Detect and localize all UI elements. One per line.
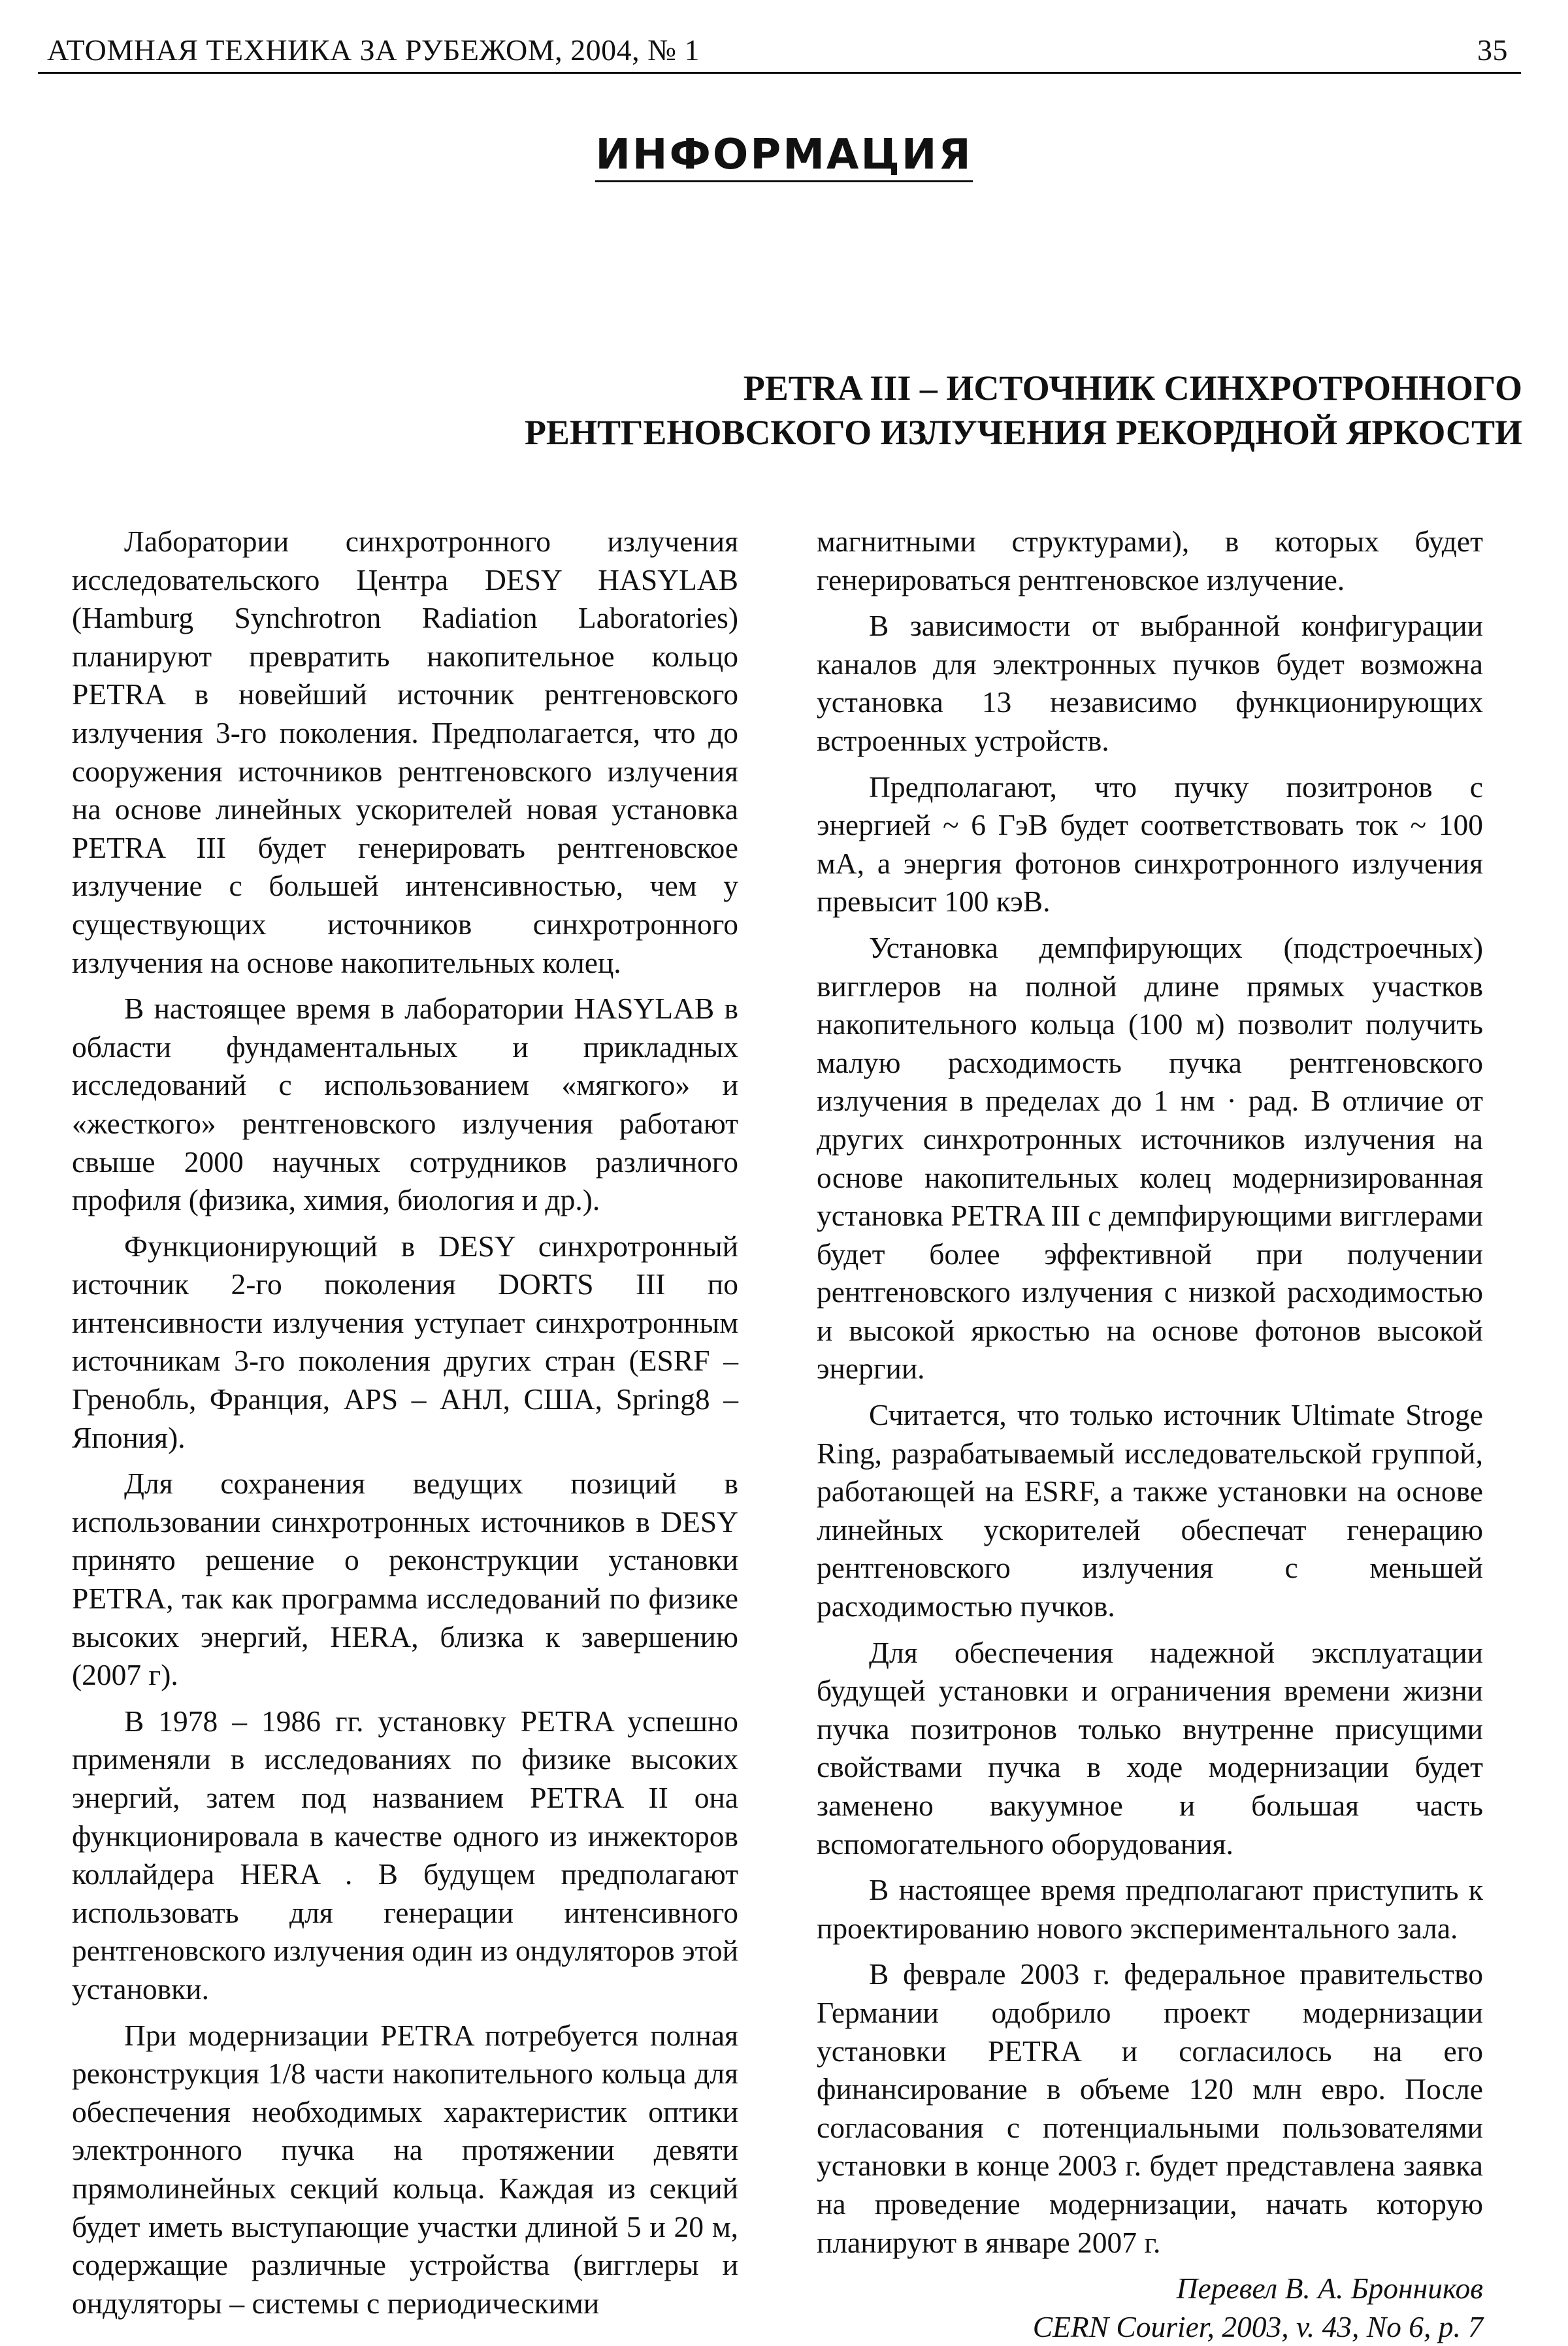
paragraph: В настоящее время в лаборатории HASYLAB в области фундаментальных и прикладных исследований с использованием «мягкого» и «жесткого» рентгеновского излучения работают свыше 2000 научных сотрудников различного профиля (физика, химия, биология и др.). bbox=[72, 992, 738, 1217]
right-column bbox=[817, 523, 1483, 2346]
paragraph: Для сохранения ведущих позиций в использовании синхротронных источников в DESY принято решение о реконструкции установки PETRA, так как программа исследований по физике высоких энергий, HERA, близка к завершению (2007 г). bbox=[72, 1467, 738, 1692]
paragraph: В настоящее время предполагают приступить к проектированию нового экспериментального зала. bbox=[817, 1873, 1483, 1945]
page-number: 35 bbox=[1477, 33, 1508, 67]
translator-credit: Перевел В. А. Бронников bbox=[1176, 2272, 1483, 2305]
article-title-line-1: PETRA III – ИСТОЧНИК СИНХРОТРОННОГО bbox=[743, 368, 1522, 408]
left-column bbox=[72, 523, 738, 2330]
paragraph: Установка демпфирующих (подстроечных) вигглеров на полной длине прямых участков накопительного кольца (100 м) позволит получить малую расходимость пучка рентгеновского излучения в пределах до 1 нм · рад. В отличие от других синхротронных источников излучения на основе накопительных колец модернизированная установка PETRA III с демпфирующими вигглерами будет более эффективной при получении рентгеновского излучения с низкой расходимостью и высокой яркостью на основе фотонов высокой энергии. bbox=[817, 930, 1483, 1386]
paragraph: Предполагают, что пучку позитронов с энергией ~ 6 ГэВ будет соответствовать ток ~ 100 мА, а энергия фотонов синхротронного излучения превысит 100 кэВ. bbox=[817, 770, 1483, 919]
paragraph: Для обеспечения надежной эксплуатации будущей установки и ограничения времени жизни пучка позитронов только внутренне присущими свойствами пучка в ходе модернизации будет заменено вакуумное и большая часть вспомогательного оборудования. bbox=[817, 1635, 1483, 1861]
paragraph: В 1978 – 1986 гг. установку PETRA успешно применяли в исследованиях по физике высоких энергий, затем под названием PETRA II она функционировала в качестве одного из инжекторов коллайдера HERA . В будущем предполагают использовать для генерации интенсивного рентгеновского излучения один из ондуляторов этой установки. bbox=[72, 1704, 738, 2006]
article-body bbox=[72, 523, 1496, 2343]
paragraph: В феврале 2003 г. федеральное правительство Германии одобрило проект модернизации установки PETRA и согласилось на его финансирование в объеме 120 млн евро. После согласования с потенциальными пользователями установки в конце 2003 г. будет представлена заявка на проведение модернизации, начать которую планируют в январе 2007 г. bbox=[817, 1957, 1483, 2259]
paragraph: Лаборатории синхротронного излучения исследовательского Центра DESY HASYLAB (Hamburg Synchrotron Radiation Laboratories) планируют превратить накопительное кольцо PETRA в новейший источник рентгеновского излучения 3-го поколения. Предполагается, что до сооружения источников рентгеновского излучения на основе линейных ускорителей новая установка PETRA III будет генерировать рентгеновское излучение с большей интенсивностью, чем у существующих источников синхротронного излучения на основе накопительных колец. bbox=[72, 525, 738, 979]
article-title-line-2: РЕНТГЕНОВСКОГО ИЗЛУЧЕНИЯ РЕКОРДНОЙ ЯРКОСТИ bbox=[524, 413, 1522, 452]
paragraph: Функционирующий в DESY синхротронный источник 2-го поколения DORTS III по интенсивности излучения уступает синхротронным источникам 3-го поколения других стран (ESRF – Гренобль, Франция, APS – АНЛ, США, Spring8 – Япония). bbox=[72, 1229, 738, 1454]
paragraph: Считается, что только источник Ultimate Stroge Ring, разрабатываемый исследовательской группой, работающей на ESRF, а также установки на основе линейных ускорителей обеспечат генерацию рентгеновского излучения с меньшей расходимостью пучков. bbox=[817, 1398, 1483, 1623]
section-heading bbox=[0, 131, 1568, 182]
source-citation: CERN Courier, 2003, v. 43, No 6, p. 7 bbox=[1032, 2309, 1483, 2343]
running-header bbox=[38, 26, 1521, 74]
paragraph: При модернизации PETRA потребуется полная реконструкция 1/8 части накопительного кольца для обеспечения необходимых характеристик оптики электронного пучка на протяжении девяти прямолинейных секций кольца. Каждая из секций будет иметь выступающие участки длиной 5 и 20 м, содержащие различные устройства (вигглеры и ондуляторы – системы с периодическими bbox=[72, 2018, 738, 2320]
paragraph: В зависимости от выбранной конфигурации каналов для электронных пучков будет возможна установка 13 независимо функционирующих встроенных устройств. bbox=[817, 609, 1483, 757]
article-title bbox=[525, 366, 1522, 455]
signoff bbox=[817, 2270, 1483, 2346]
journal-name: АТОМНАЯ ТЕХНИКА ЗА РУБЕЖОМ, 2004, № 1 bbox=[47, 33, 700, 67]
section-title: ИНФОРМАЦИЯ bbox=[595, 131, 972, 182]
paragraph-continuation: магнитными структурами), в которых будет генерироваться рентгеновское излучение. bbox=[817, 525, 1483, 596]
